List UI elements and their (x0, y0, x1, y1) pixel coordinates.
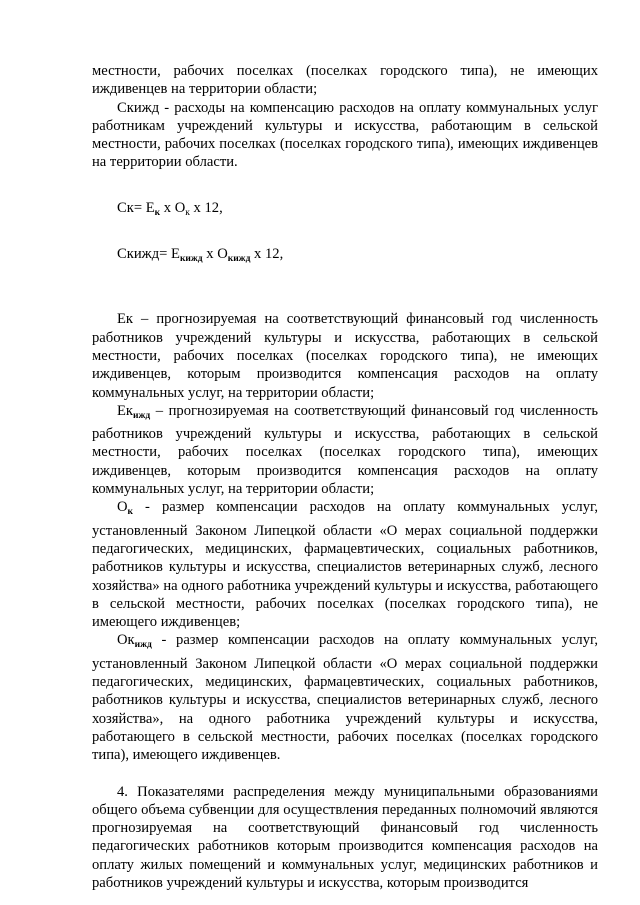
paragraph-okizhd-definition (92, 631, 598, 764)
formula-skizhd-lhs: Скижд= Е (117, 246, 180, 263)
paragraph-continuation: местности, рабочих поселках (поселках городского типа), не имеющих иждивенцев на территории области; (92, 63, 598, 98)
formula-sk-mid: х О (160, 199, 186, 216)
paragraph-ekizhd-text: – прогнозируемая на соответствующий финансовый год численность работников учреждений культуры и искусства, работающих в сельской местности, рабочих поселках (поселках городского типа), имеющих иждивенцев, которым производится компенсация расходов на оплату коммунальных услуг, на территории области; (92, 402, 598, 498)
formula-skizhd (92, 245, 598, 268)
term-ok-sub: к (127, 507, 134, 518)
formula-skizhd-mid: х О (202, 246, 228, 263)
paragraph-ok-definition (92, 498, 598, 631)
paragraph-ek-definition (92, 310, 598, 401)
paragraph-section-4: 4. Показателями распределения между муниципальными образованиями общего объема субвенции для осуществления переданных полномочий являются прогнозируемая на соответствующий финансовый год численность педагогических работников которым производится компенсация расходов на оплату жилых помещений и коммунальных услуг, медицинских работников и работников учреждений культуры и искусства, которым производится (92, 783, 598, 891)
formula-skizhd-rhs: х 12, (250, 246, 284, 263)
formula-skizhd-sub2: кижд (227, 254, 251, 265)
term-ek: Ек (117, 311, 134, 328)
formula-sk-sub2: к (185, 207, 190, 218)
formula-sk-lhs: Ск= Е (117, 199, 155, 216)
paragraph-ekizhd-definition (92, 402, 598, 498)
paragraph-skizhd-definition: Скижд - расходы на компенсацию расходов на оплату коммунальных услуг работникам учреждений культуры и искусства, работающим в сельской местности, рабочих поселках (поселках городского типа), имеющих иждивенцев на территории области. (92, 99, 598, 171)
paragraph-okizhd-text: - размер компенсации расходов на оплату коммунальных услуг, установленный Законом Липецкой области «О мерах социальной поддержки педагогических, медицинских, фармацевтических, социальных работников, работников культуры и искусства, специалистов ветеринарных служб, лесного хозяйства», на одного работника учреждений культуры и искусства, работающего в сельской местности, рабочих поселках (поселках городского типа), имеющего иждивенцев. (92, 632, 598, 764)
term-ekizhd-sub: ижд (133, 410, 151, 421)
formula-sk-rhs: х 12, (189, 199, 223, 216)
term-okizhd: Ок (117, 632, 135, 649)
document-page (92, 62, 598, 892)
formula-sk-sub1: к (154, 207, 161, 218)
term-ekizhd: Ек (117, 402, 134, 419)
formula-skizhd-sub1: кижд (179, 254, 203, 265)
paragraph-ek-text: – прогнозируемая на соответствующий финансовый год численность работников учреждений культуры и искусства, работающих в сельской местности, рабочих поселках (поселках городского типа), не имеющих иждивенцев, которым производится компенсация расходов на оплату коммунальных услуг, на территории области; (92, 311, 598, 401)
formula-sk (92, 199, 598, 222)
term-okizhd-sub: ижд (134, 640, 152, 651)
paragraph-ok-text: - размер компенсации расходов на оплату коммунальных услуг, установленный Законом Липецкой области «О мерах социальной поддержки педагогических, медицинских, фармацевтических, социальных работников, работников культуры и искусства, специалистов ветеринарных служб, лесного хозяйства» на одного работника учреждений культуры и искусства, работающего в сельской местности, рабочих поселках (поселках городского типа), не имеющего иждивенцев; (92, 499, 598, 631)
term-ok: О (117, 499, 128, 516)
